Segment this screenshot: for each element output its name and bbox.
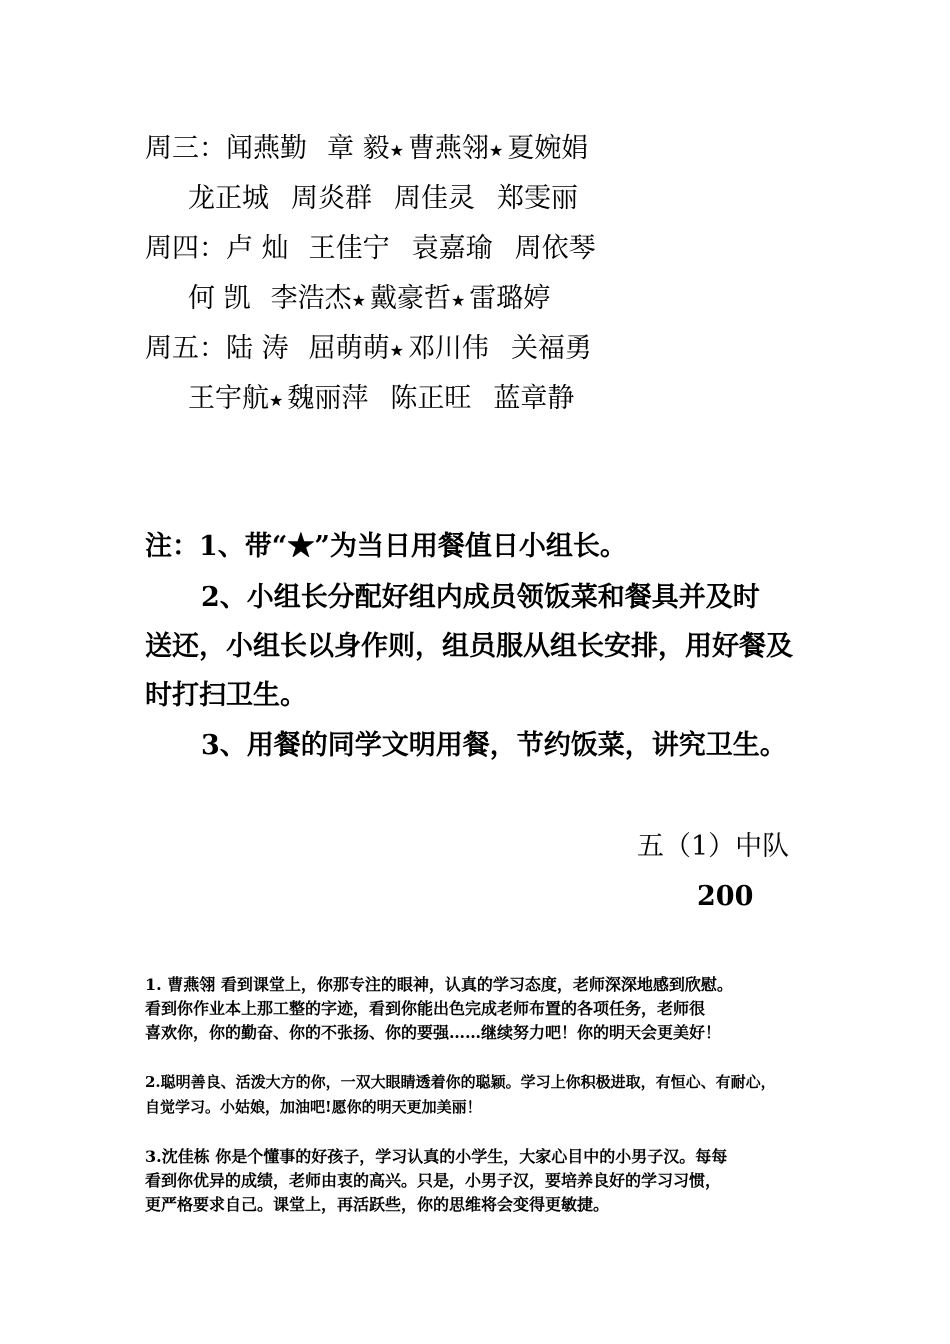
note-line-2: 2、小组长分配好组内成员领饭菜和餐具并及时: [201, 582, 760, 613]
note-line-1: 注：1、带“★”为当日用餐值日小组长。: [145, 531, 627, 562]
name-item: 屈萌萌: [308, 333, 390, 364]
schedule-line-fri-2: [188, 379, 574, 421]
name-item: 李浩杰: [270, 283, 352, 314]
star-icon: ★: [269, 391, 284, 410]
note-line-5: 3、用餐的同学文明用餐，节约饭菜，讲究卫生。: [201, 730, 787, 761]
note-line-3: 送还，小组长以身作则，组员服从组长安排，用好餐及: [145, 631, 793, 662]
star-icon: ★: [389, 341, 404, 360]
name-item: 郑雯丽: [497, 183, 578, 214]
name-item: 夏婉娟: [507, 133, 589, 164]
name-item: 周依琴: [514, 233, 596, 264]
name-item: 曹燕翎: [407, 133, 489, 164]
name-item: 闻燕勤: [226, 133, 307, 164]
comment-line: 自觉学习。小姑娘，加油吧!愿你的明天更加美丽！: [145, 1098, 482, 1116]
schedule-line-thu-2: [188, 279, 550, 321]
name-item: 魏丽萍: [287, 383, 369, 414]
name-item: 关福勇: [510, 333, 592, 364]
team-signature: 五（1）中队: [637, 831, 790, 862]
comment-line: 看到你作业本上那工整的字迹，看到你能出色完成老师布置的各项任务，老师很: [145, 999, 706, 1018]
comment-line: 1. 曹燕翎 看到课堂上，你那专注的眼神，认真的学习态度，老师深深地感到欣慰。: [145, 975, 733, 994]
day-prefix: 周五：: [145, 333, 226, 364]
name-item: 何 凯: [188, 283, 251, 314]
name-item: 王佳宁: [308, 233, 390, 264]
signature-year: 200: [697, 881, 754, 912]
name-item: 邓川伟: [407, 333, 489, 364]
comment-line: 3.沈佳栋 你是个懂事的好孩子，学习认真的小学生，大家心目中的小男子汉。每每: [145, 1147, 728, 1166]
name-item: 龙正城: [188, 183, 269, 214]
name-item: 陈正旺: [390, 383, 472, 414]
name-item: 雷璐婷: [469, 283, 551, 314]
name-item: 陆 涛: [226, 333, 289, 364]
comment-line: 喜欢你，你的勤奋、你的不张扬、你的要强……继续努力吧！你的明天会更美好！: [145, 1023, 722, 1042]
day-prefix: 周四：: [145, 233, 226, 264]
name-item: 卢 灿: [226, 233, 289, 264]
name-item: 周佳灵: [394, 183, 475, 214]
schedule-line-thu-1: [145, 229, 596, 269]
name-item: 袁嘉瑜: [411, 233, 493, 264]
day-prefix: 周三：: [145, 133, 226, 164]
name-item: 蓝章静: [493, 383, 575, 414]
comment-line: 更严格要求自己。课堂上，再活跃些，你的思维将会变得更敏捷。: [145, 1195, 610, 1214]
name-item: 周炎群: [291, 183, 372, 214]
name-item: 戴豪哲: [369, 283, 451, 314]
star-icon: ★: [351, 291, 366, 310]
name-item: 王宇航: [188, 383, 269, 414]
name-item: 章 毅: [327, 133, 390, 164]
schedule-line-wed-1: [145, 129, 588, 171]
comment-line: 看到你优异的成绩，老师由衷的高兴。只是，小男子汉，要培养良好的学习习惯，: [145, 1171, 722, 1190]
note-line-4: 时打扫卫生。: [145, 680, 307, 711]
star-icon: ★: [450, 291, 466, 310]
star-icon: ★: [488, 141, 504, 160]
schedule-line-fri-1: [145, 329, 592, 371]
star-icon: ★: [389, 141, 404, 160]
schedule-line-wed-2: [188, 179, 578, 219]
comment-line: 2.聪明善良、活泼大方的你，一双大眼睛透着你的聪颖。学习上你积极进取，有恒心、有耐心，: [145, 1073, 776, 1091]
